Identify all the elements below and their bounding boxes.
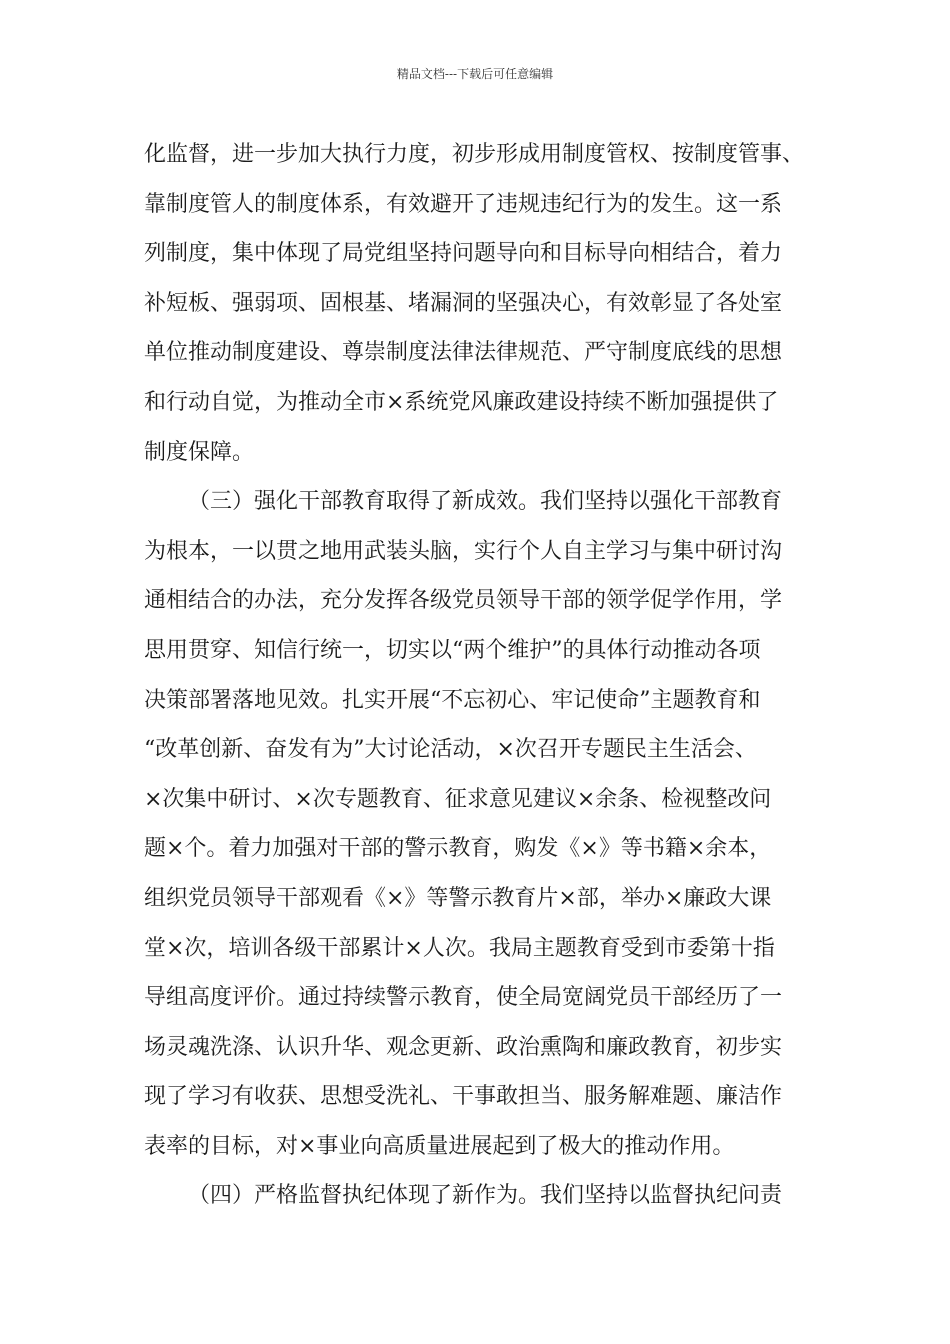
text-line: 思用贯穿、知信行统一，切实以“两个维护”的具体行动推动各项 bbox=[144, 637, 761, 663]
paragraph-first-line: （四）严格监督执纪体现了新作为。我们坚持以监督执纪问责 bbox=[188, 1183, 783, 1209]
text-line: 表率的目标，对×事业向高质量进展起到了极大的推动作用。 bbox=[144, 1133, 735, 1159]
text-line: 决策部署落地见效。扎实开展“不忘初心、牢记使命”主题教育和 bbox=[144, 687, 761, 713]
text-line: 制度保障。 bbox=[144, 439, 255, 465]
text-line: 为根本，一以贯之地用武装头脑，实行个人自主学习与集中研讨沟 bbox=[144, 538, 783, 564]
text-line: 化监督，进一步加大执行力度，初步形成用制度管权、按制度管事、 bbox=[144, 142, 805, 167]
text-line: 列制度，集中体现了局党组坚持问题导向和目标导向相结合，着力 bbox=[144, 241, 783, 267]
text-line: 场灵魂洗涤、认识升华、观念更新、政治熏陶和廉政教育，初步实 bbox=[144, 1034, 783, 1060]
document-body bbox=[144, 130, 809, 1221]
text-line: 题×个。着力加强对干部的警示教育，购发《×》等书籍×余本， bbox=[144, 836, 772, 862]
text-line: 导组高度评价。通过持续警示教育，使全局宽阔党员干部经历了一 bbox=[144, 985, 783, 1011]
paragraph-first-line: （三）强化干部教育取得了新成效。我们坚持以强化干部教育 bbox=[188, 489, 783, 515]
text-line: ×次集中研讨、×次专题教育、征求意见建议×余条、检视整改问 bbox=[144, 786, 772, 812]
text-line: 堂×次，培训各级干部累计×人次。我局主题教育受到市委第十指 bbox=[144, 935, 775, 961]
text-line: 现了学习有收获、思想受洗礼、干事敢担当、服务解难题、廉洁作 bbox=[144, 1084, 783, 1110]
page-header: 精品文档---下载后可任意编辑 bbox=[396, 67, 554, 81]
text-line: 和行动自觉，为推动全市×系统党风廉政建设持续不断加强提供了 bbox=[144, 389, 779, 415]
text-line: 组织党员领导干部观看《×》等警示教育片×部，举办×廉政大课 bbox=[144, 885, 772, 911]
text-line: “改革创新、奋发有为”大讨论活动，×次召开专题民主生活会、 bbox=[144, 737, 757, 763]
text-line: 通相结合的办法，充分发挥各级党员领导干部的领学促学作用，学 bbox=[144, 588, 783, 614]
text-line: 单位推动制度建设、尊崇制度法律法律规范、严守制度底线的思想 bbox=[144, 340, 783, 366]
text-line: 靠制度管人的制度体系，有效避开了违规违纪行为的发生。这一系 bbox=[144, 191, 783, 217]
text-line: 补短板、强弱项、固根基、堵漏洞的坚强决心，有效彰显了各处室 bbox=[144, 290, 783, 316]
